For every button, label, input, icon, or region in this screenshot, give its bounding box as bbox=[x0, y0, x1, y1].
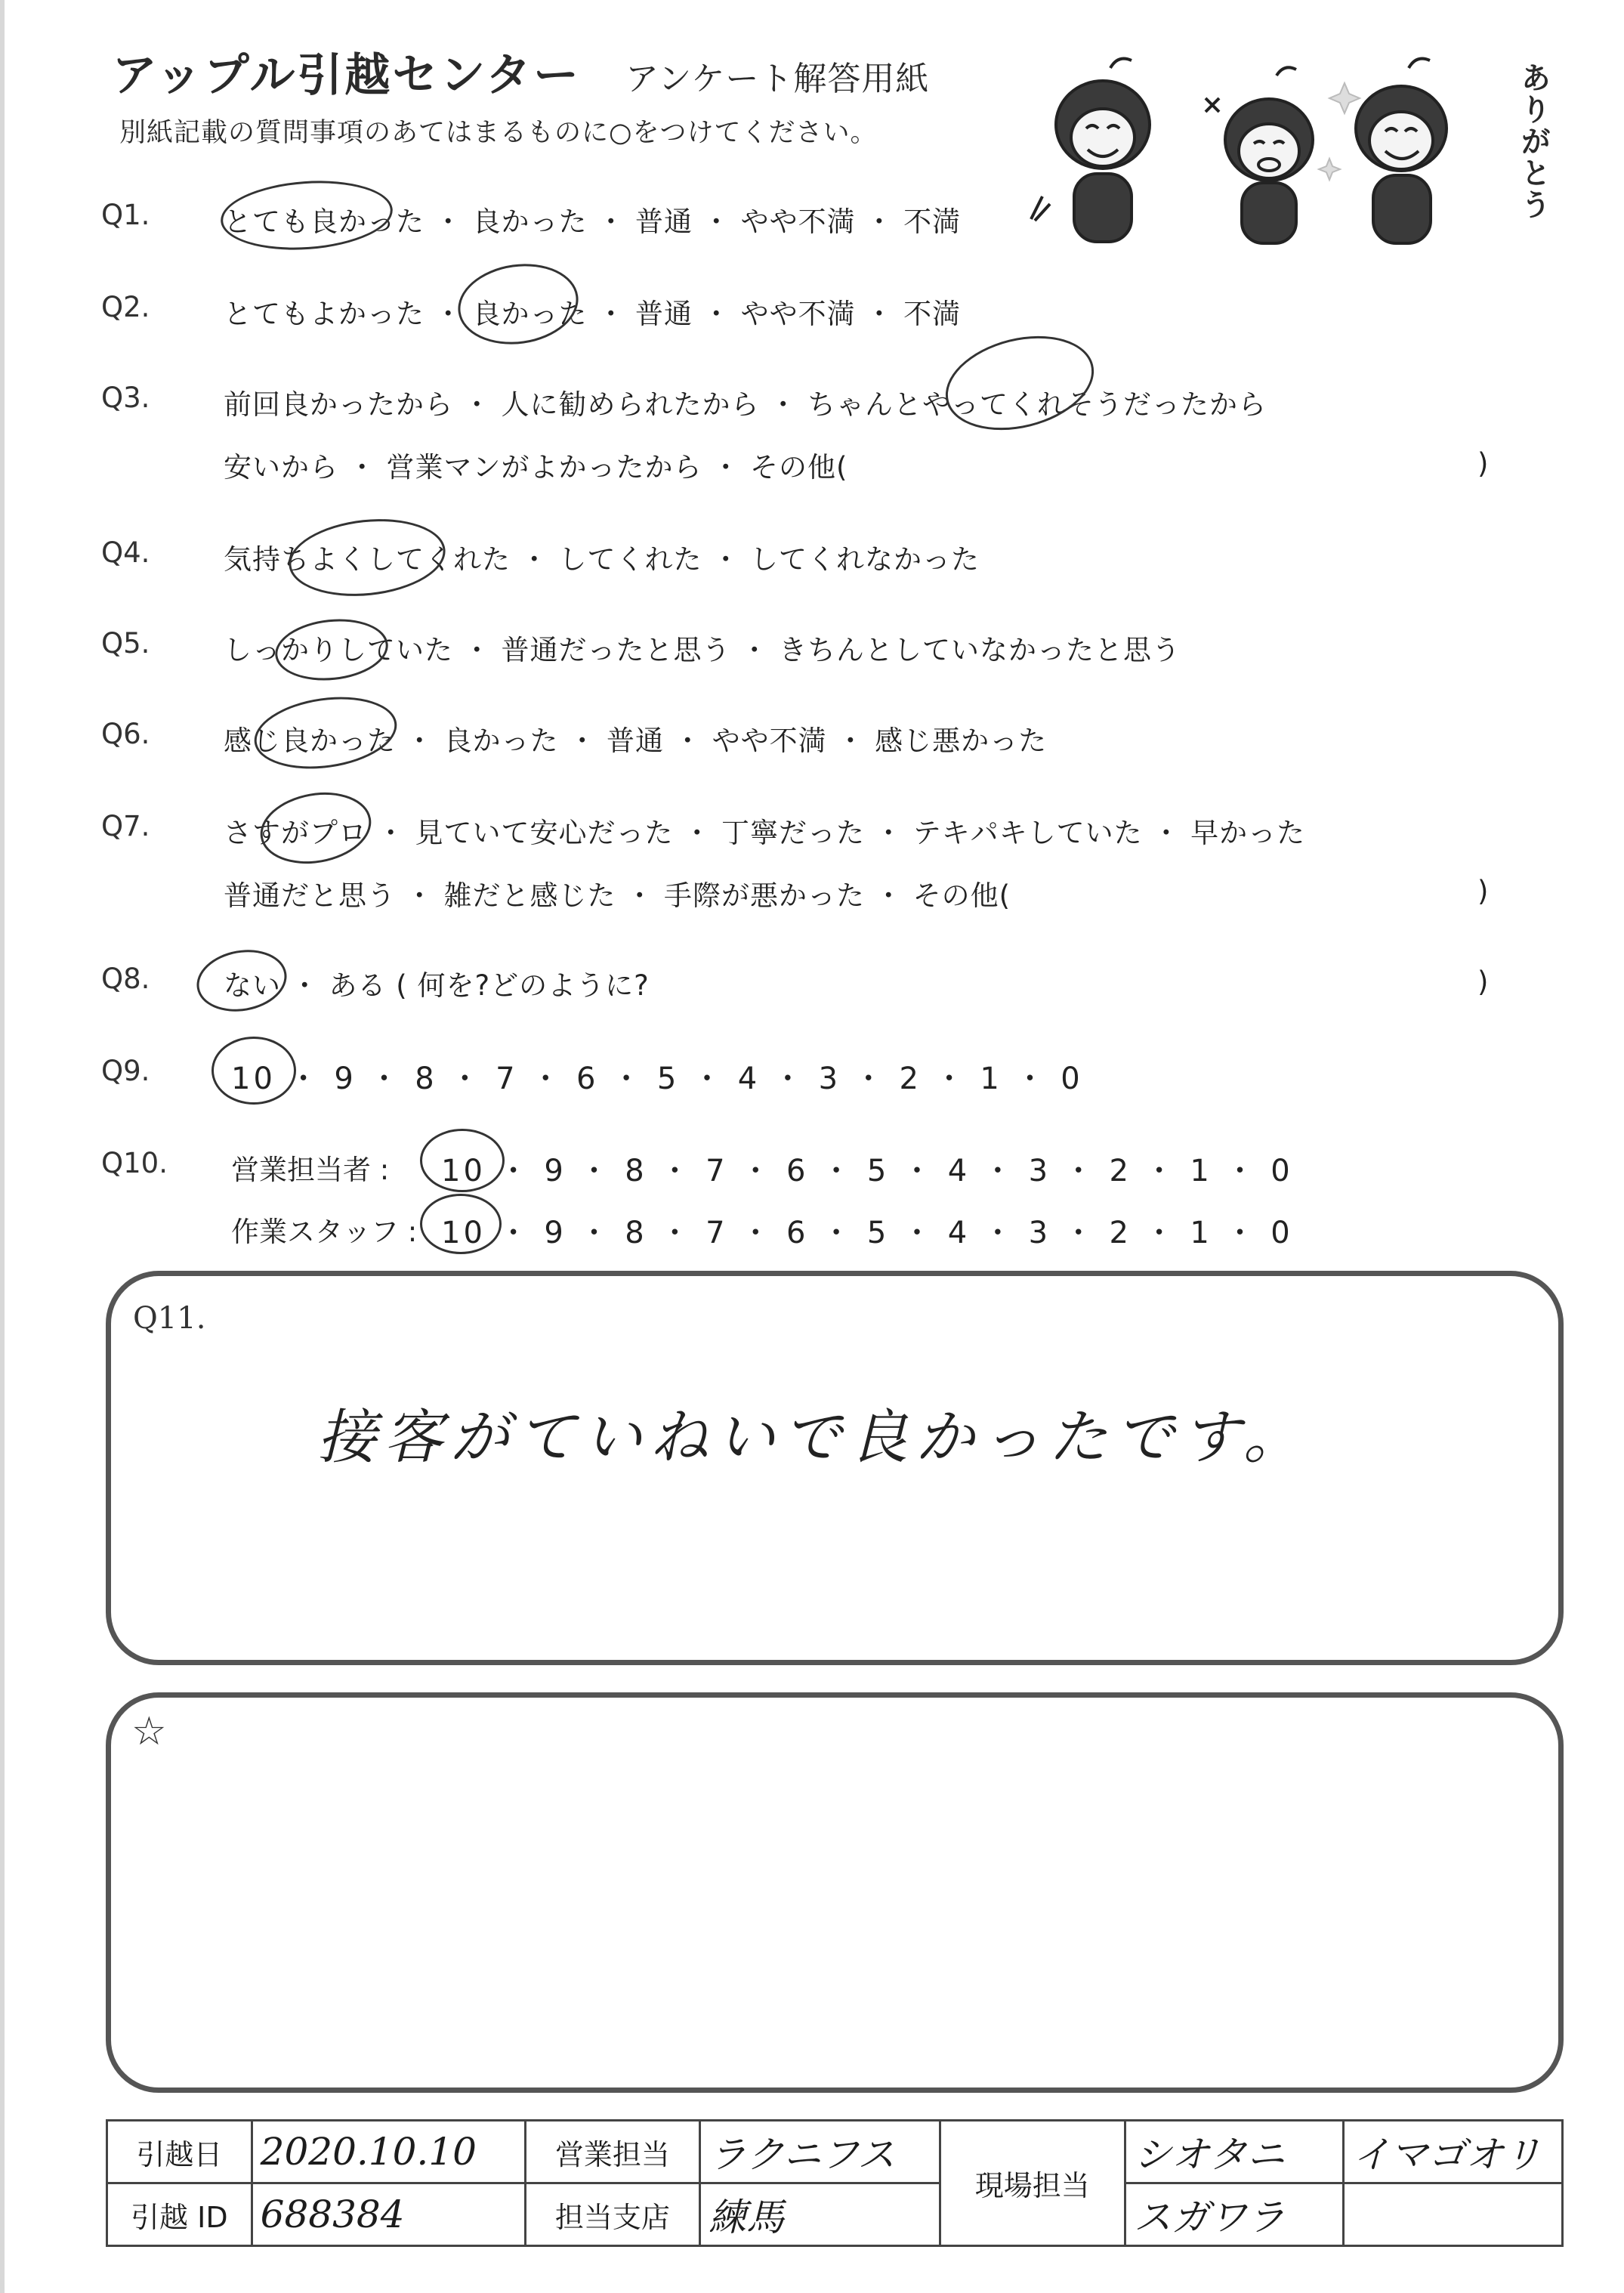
answer-circle-mark bbox=[420, 1194, 502, 1254]
answer-circle-mark bbox=[250, 688, 402, 777]
question-number-q7: Q7. bbox=[101, 810, 150, 842]
q10-staff-label: 作業スタッフ : bbox=[231, 1216, 418, 1248]
question-number-q9: Q9. bbox=[101, 1055, 150, 1087]
sales-rep-value: ラクニフス bbox=[700, 2121, 940, 2183]
scan-edge bbox=[0, 0, 5, 2293]
move-date-value: 2020.10.10 bbox=[252, 2121, 525, 2183]
move-id-label: 引越 ID bbox=[107, 2183, 252, 2246]
question-number-q2: Q2. bbox=[101, 291, 150, 323]
sales-rep-label: 営業担当 bbox=[525, 2121, 700, 2183]
q4-options: 気持ちよくしてくれた ・ してくれた ・ してくれなかった bbox=[224, 543, 980, 576]
question-number-q6: Q6. bbox=[101, 718, 150, 750]
answer-circle-mark bbox=[420, 1129, 505, 1192]
answer-circle-mark bbox=[192, 943, 292, 1018]
q3-options-line1: 前回良かったから ・ 人に勧められたから ・ ちゃんとやってくれそうだったから bbox=[224, 388, 1267, 421]
onsite-staff-2: イマゴオリ bbox=[1344, 2121, 1563, 2183]
q3-options-line2: 安いから ・ 営業マンがよかったから ・ その他( bbox=[224, 451, 848, 484]
question-number-q3: Q3. bbox=[101, 382, 150, 414]
thanks-text: ありがとう bbox=[1516, 62, 1551, 221]
q10-sales-scale: 10 ・ 9 ・ 8 ・ 7 ・ 6 ・ 5 ・ 4 ・ 3 ・ 2 ・ 1 ・ 0 bbox=[441, 1154, 1293, 1188]
answer-circle-mark bbox=[211, 1037, 296, 1105]
form-subtitle: アンケート解答用紙 bbox=[625, 60, 930, 98]
q5-options: しっかりしていた ・ 普通だったと思う ・ きちんとしていなかったと思う bbox=[224, 634, 1181, 666]
instruction-text: 別紙記載の質問事項のあてはまるものに○をつけてください。 bbox=[119, 118, 878, 148]
company-title: アップル引越センター bbox=[112, 49, 581, 102]
answer-circle-mark bbox=[255, 784, 377, 872]
q6-options: 感じ良かった ・ 良かった ・ 普通 ・ やや不満 ・ 感じ悪かった bbox=[224, 725, 1048, 757]
answer-circle-mark bbox=[272, 613, 391, 685]
monkey-mascot-icon bbox=[1031, 59, 1150, 242]
onsite-staff-4 bbox=[1344, 2183, 1563, 2246]
onsite-staff-3: スガワラ bbox=[1125, 2183, 1344, 2246]
handwritten-comment: 接客がていねいで良かったです。 bbox=[317, 1404, 1310, 1472]
q10-sales-label: 営業担当者 : bbox=[231, 1154, 390, 1186]
q10-staff-scale: 10 ・ 9 ・ 8 ・ 7 ・ 6 ・ 5 ・ 4 ・ 3 ・ 2 ・ 1 ・ 0 bbox=[441, 1216, 1293, 1250]
q1-options: とても良かった ・ 良かった ・ 普通 ・ やや不満 ・ 不満 bbox=[224, 206, 962, 238]
question-number-q5: Q5. bbox=[101, 627, 150, 660]
notes-box bbox=[106, 1692, 1564, 2093]
q9-scale: 10 ・ 9 ・ 8 ・ 7 ・ 6 ・ 5 ・ 4 ・ 3 ・ 2 ・ 1 ・ 0 bbox=[231, 1062, 1083, 1096]
question-number-q10: Q10. bbox=[101, 1147, 168, 1179]
question-number-q4: Q4. bbox=[101, 536, 150, 569]
onsite-staff-1: シオタニ bbox=[1125, 2121, 1344, 2183]
move-id-value: 688384 bbox=[252, 2183, 525, 2246]
q3-close-paren: ) bbox=[1477, 447, 1489, 480]
branch-value: 練馬 bbox=[700, 2183, 940, 2246]
monkey-mascot-icon bbox=[1206, 67, 1313, 243]
monkey-mascot-icon bbox=[1319, 59, 1446, 243]
question-number-q8: Q8. bbox=[101, 963, 150, 995]
q7-options-line2: 普通だと思う ・ 雑だと感じた ・ 手際が悪かった ・ その他( bbox=[224, 879, 1011, 912]
onsite-staff-label: 現場担当 bbox=[940, 2121, 1125, 2246]
move-info-table bbox=[106, 2119, 1564, 2247]
comment-box-label: Q11. bbox=[133, 1301, 206, 1336]
star-icon: ☆ bbox=[131, 1709, 167, 1754]
q8-close-paren: ) bbox=[1477, 966, 1489, 998]
answer-circle-mark bbox=[452, 256, 583, 351]
answer-circle-mark bbox=[285, 511, 449, 603]
q8-options: ない ・ ある ( 何を?どのように? bbox=[224, 969, 650, 1002]
q7-close-paren: ) bbox=[1477, 875, 1489, 907]
q2-options: とてもよかった ・ 良かった ・ 普通 ・ やや不満 ・ 不満 bbox=[224, 298, 962, 330]
branch-label: 担当支店 bbox=[525, 2183, 700, 2246]
answer-circle-mark bbox=[936, 322, 1104, 445]
monkey-mascots-illustration bbox=[1027, 53, 1541, 257]
move-date-label: 引越日 bbox=[107, 2121, 252, 2183]
q7-options-line1: さすがプロ ・ 見ていて安心だった ・ 丁寧だった ・ テキパキしていた ・ 早かった bbox=[224, 817, 1306, 849]
answer-circle-mark bbox=[218, 175, 395, 255]
question-number-q1: Q1. bbox=[101, 199, 150, 231]
